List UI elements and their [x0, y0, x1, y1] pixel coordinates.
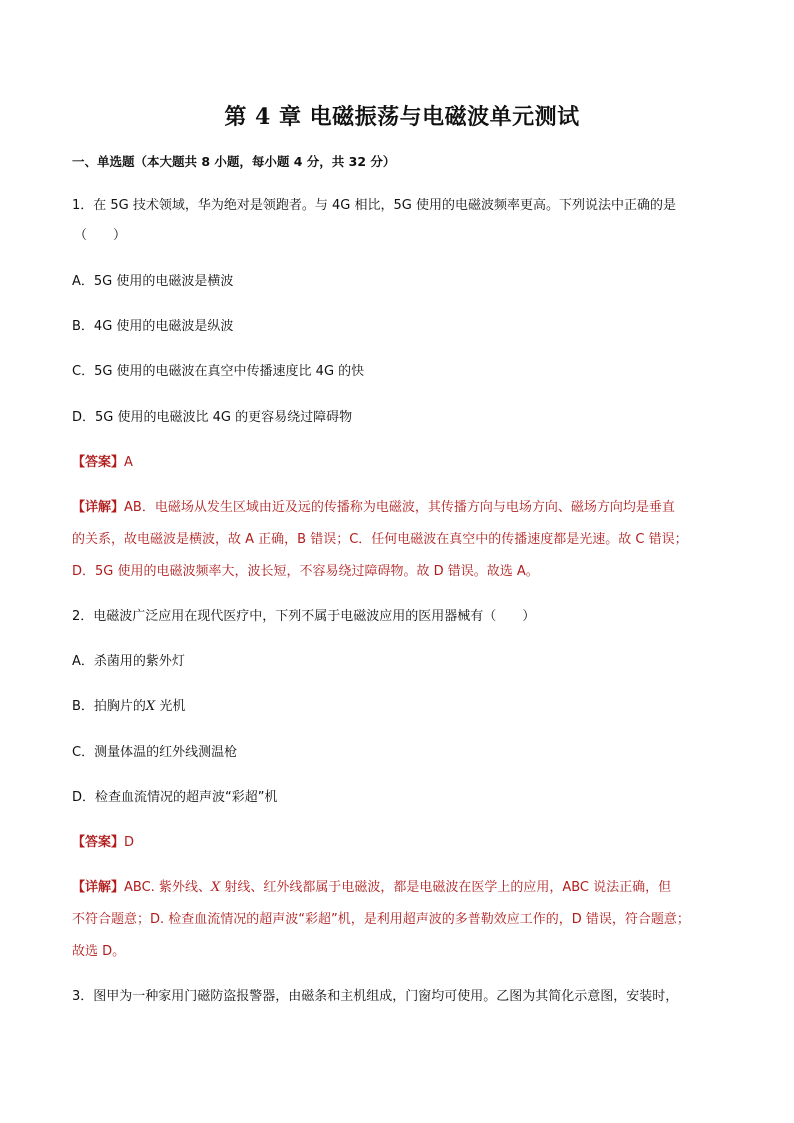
- question-2-option-d: D．检查血流情况的超声波“彩超”机: [72, 790, 278, 805]
- page-title: 第 4 章 电磁振荡与电磁波单元测试: [224, 104, 580, 130]
- question-1-detail-line-1: [72, 498, 675, 518]
- question-3-stem: 3．图甲为一种家用门磁防盗报警器，由磁条和主机组成，门窗均可使用。乙图为其简化示意图，安装时，: [72, 989, 679, 1004]
- question-1-option-d: D．5G 使用的电磁波比 4G 的更容易绕过障碍物: [72, 410, 353, 425]
- option-b-text: B．拍胸片的: [72, 699, 146, 714]
- detail-text: AB．电磁场从发生区域由近及远的传播称为电磁波，其传播方向与电场方向、磁场方向均是垂直: [124, 500, 675, 515]
- x-variable: X: [145, 699, 156, 714]
- question-2-answer: [72, 833, 134, 853]
- answer-tag: 【答案】: [72, 455, 125, 470]
- question-2-option-c: C．测量体温的红外线测温枪: [72, 745, 238, 760]
- question-1-option-a: A．5G 使用的电磁波是横波: [72, 274, 234, 289]
- question-1-option-b: B．4G 使用的电磁波是纵波: [72, 319, 234, 334]
- answer-tag: 【答案】: [72, 835, 125, 850]
- detail-tag: 【详解】: [72, 500, 125, 515]
- section-header: 一、单选题（本大题共 8 小题，每小题 4 分，共 32 分）: [72, 154, 396, 169]
- question-2-option-b: [72, 697, 185, 717]
- question-1-answer: [72, 453, 133, 473]
- option-b-suffix: 光机: [155, 699, 186, 714]
- question-1-bracket: （ ）: [74, 228, 127, 243]
- question-1-detail-line-3: D．5G 使用的电磁波频率大，波长短，不容易绕过障碍物。故 D 错误。故选 A。: [72, 564, 539, 579]
- question-1-stem: 1．在 5G 技术领域，华为绝对是领跑者。与 4G 相比，5G 使用的电磁波频率更高。下列说法中正确的是: [72, 198, 676, 213]
- question-1-detail-line-2: 的关系，故电磁波是横波，故 A 正确，B 错误；C．任何电磁波在真空中的传播速度都是光速。故 C 错误；: [72, 532, 688, 547]
- question-2-stem: 2．电磁波广泛应用在现代医疗中，下列不属于电磁波应用的医用器械有（ ）: [72, 609, 536, 624]
- question-2-detail-line-2: 不符合题意；D. 检查血流情况的超声波“彩超”机，是利用超声波的多普勒效应工作的，D 错误，符合题意；: [72, 912, 690, 927]
- x-variable: X: [210, 880, 221, 895]
- answer-value: D: [124, 835, 135, 850]
- detail-text-pre: ABC. 紫外线、: [124, 880, 211, 895]
- question-2-detail-line-1: [72, 878, 671, 898]
- detail-text-post: 射线、红外线都属于电磁波，都是电磁波在医学上的应用，ABC 说法正确，但: [220, 880, 672, 895]
- detail-tag: 【详解】: [72, 880, 125, 895]
- answer-value: A: [124, 455, 133, 470]
- question-2-detail-line-3: 故选 D。: [72, 944, 126, 959]
- question-2-option-a: A．杀菌用的紫外灯: [72, 654, 185, 669]
- question-1-option-c: C．5G 使用的电磁波在真空中传播速度比 4G 的快: [72, 364, 365, 379]
